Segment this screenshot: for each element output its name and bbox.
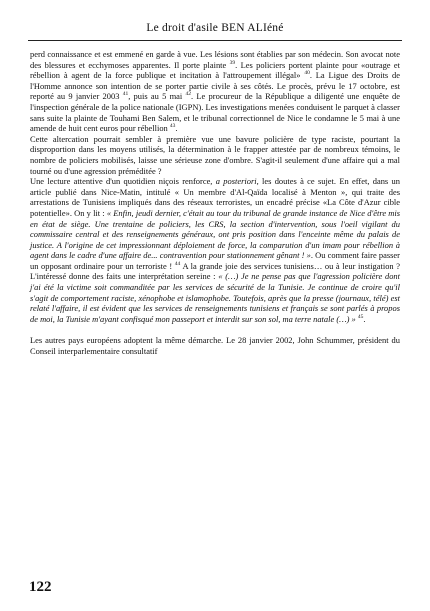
- footnote-ref: 43: [169, 123, 176, 130]
- paragraph-2: Cette altercation pourrait sembler à première vue une bavure policière de type raciste, pourtant la disproportion dans les moyens utilisés, la détermination à le frapper attestée par de nombreux témoins, le nombre de policiers mobilisés, laisse une sérieuse zone d'ombre. S'agit-il seulement d'une affaire qui a mal tourné ou d'une agression préméditée ?: [30, 133, 400, 176]
- footnote-ref: 44: [174, 261, 181, 268]
- paragraph-1: [30, 49, 400, 134]
- paragraph-3: [30, 176, 400, 324]
- text-run: . La Ligue des Droits de l'Homme annonce son intention de se porter partie civile à ses côtés. Le procès, prévu le 17 octobre, est reporté au 9 janvier 2003: [30, 70, 400, 102]
- text-run: . Le procureur de la République a diligenté une enquête de l'inspection générale de la police nationale (IGPN). Les investigations menées conduisent le parquet à classer sans suite la plainte de Touhami Ben Salem, et le tribunal correctionnel de Nice le condamne le 5 mai à une amende de huit cent euros pour rébellion: [30, 91, 401, 134]
- text-run: .: [175, 123, 178, 134]
- footnote-ref: 42: [185, 91, 192, 98]
- running-header: Le droit d'asile BEN ALIéné: [146, 22, 284, 34]
- page-body: [30, 49, 400, 356]
- text-run: A la grande joie des services tunisiens… ou à leur instigation ? L'intéressé donne des faits une interprétation sereine :: [30, 260, 400, 282]
- quote-italic: « (…) Je ne pense pas que l'agression policière dont j'ai été la victime soit commanditée par les services de sécurité de la Tunisie. Je continue de croire qu'il s'agit de comportement raciste, xénophobe et islamophobe. Toutefois, après que la presse (journaux, télé) est relaté l'affaire, il est évident que les services de renseignements tunisiens et français se sont parlés à propos de moi, la Tunisie m'ayant confisqué mon passeport et interdit sur son sol, ma terre natale (…) »: [30, 271, 400, 324]
- text-run: . Ou comment faire passer un opposant ordinaire pour un terroriste !: [30, 250, 400, 271]
- header-rule: [28, 40, 402, 41]
- page-number: 122: [29, 579, 52, 595]
- text-run: .: [363, 313, 366, 324]
- quote-italic: « Enfin, jeudi dernier, c'était au tour du tribunal de grande instance de Nice d'être mis en état de siège. Une trentaine de policiers, les CRS, la section d'intervention, sous l'oeil vigilant du commissaire central et des renseignements généraux, ont pris position dans l'enceinte même du palais de justice. A l'origine de cet impressionnant déploiement de force, la comparution d'un imam pour rébellion à agent dans le cadre d'une affaire de... contravention pour stationnement gênant ! »: [30, 207, 400, 261]
- text-run: , les doutes à ce sujet. En effet, dans un article publié dans Nice-Matin, intitulé « Un membre d'Al-Qaïda localisé à Menton », qui traite des arrestations de Tunisiens impliqués dans des réseaux terroristes, un encadré précise «La Côte d'Azur cible potentielle». On y lit :: [30, 176, 400, 218]
- paragraph-4: Les autres pays européens adoptent la même démarche. Le 28 janvier 2002, John Schummer, président du Conseil interparlementaire consultatif: [30, 335, 400, 356]
- text-run: . Les policiers portent plainte pour «outrage et rébellion à agent de la force publique et incitation à l'attroupement illégal»: [30, 59, 401, 81]
- footnote-ref: 39: [229, 59, 236, 66]
- footnote-ref: 45: [357, 314, 364, 321]
- footnote-ref: 40: [304, 70, 310, 77]
- footnote-ref: 41: [122, 91, 129, 98]
- italic-run: a posteriori: [215, 176, 257, 187]
- text-run: perd connaissance et est emmené en garde à vue. Les lésions sont établies par son médecin. Son avocat note des blessures et ecchymoses apparentes. Il porte plainte: [30, 49, 400, 70]
- text-run: Une lecture attentive d'un quotidien niçois renforce,: [30, 176, 216, 187]
- text-run: , puis au 5 mai: [128, 91, 183, 102]
